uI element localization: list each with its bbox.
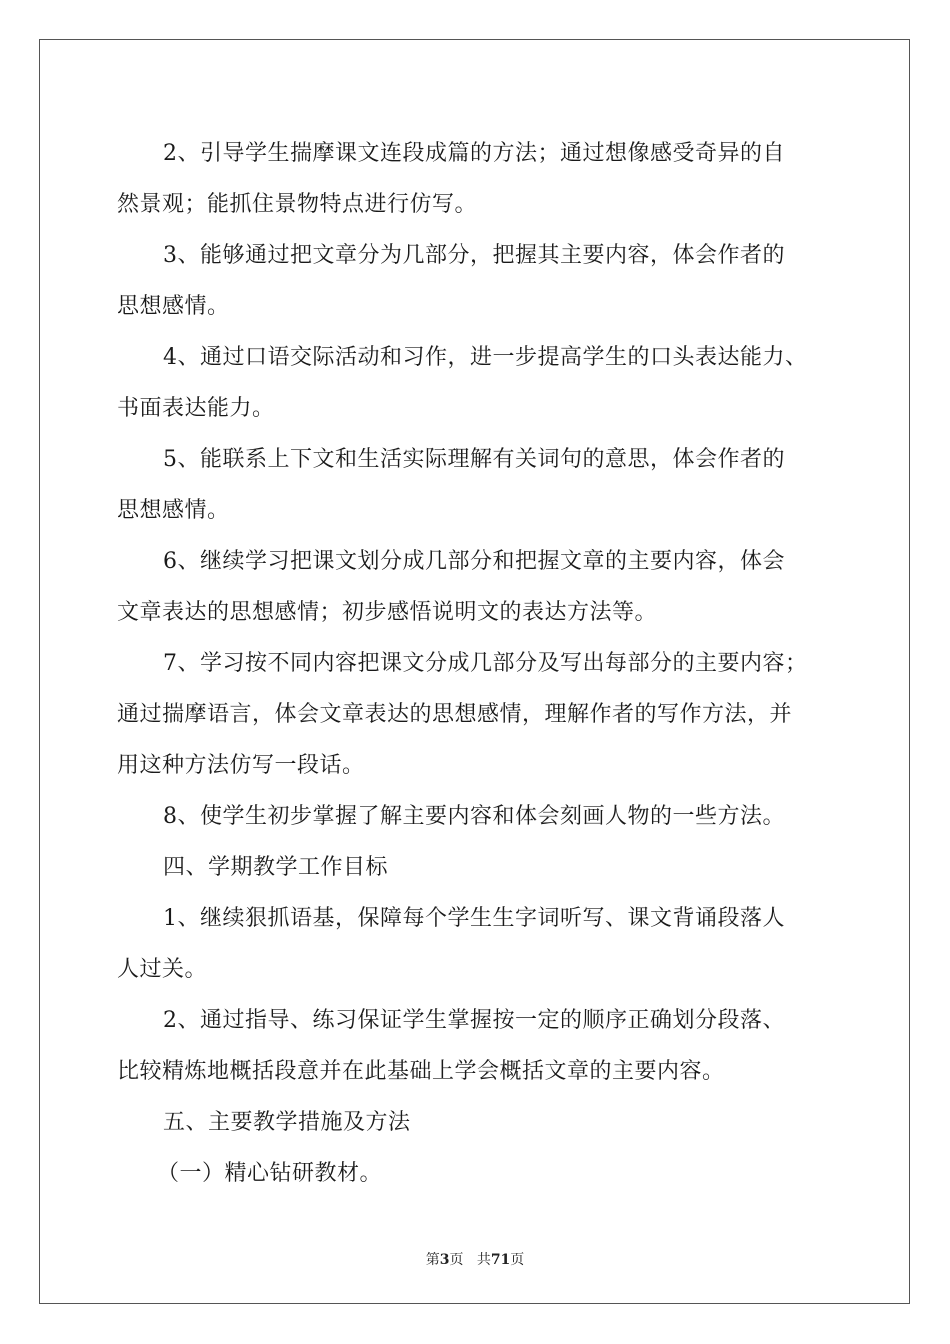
- section-heading: 五、主要教学措施及方法: [163, 1110, 411, 1135]
- total-pages: 71: [490, 1252, 511, 1268]
- subsection-heading: （一）精心钻研教材。: [157, 1161, 383, 1186]
- section-heading: 四、学期教学工作目标: [163, 855, 389, 880]
- paragraph-line: 5、能联系上下文和生活实际理解有关词句的意思，体会作者的: [163, 447, 785, 472]
- paragraph-line: 8、使学生初步掌握了解主要内容和体会刻画人物的一些方法。: [163, 804, 785, 829]
- paragraph-line: 比较精炼地概括段意并在此基础上学会概括文章的主要内容。: [117, 1059, 725, 1084]
- total-label-suffix: 页: [510, 1252, 525, 1268]
- paragraph-line: 然景观；能抓住景物特点进行仿写。: [117, 192, 478, 217]
- document-body: [117, 128, 837, 1199]
- paragraph-line: 2、通过指导、练习保证学生掌握按一定的顺序正确划分段落、: [163, 1008, 785, 1033]
- paragraph-line: 思想感情。: [117, 498, 230, 523]
- paragraph-line: 思想感情。: [117, 294, 230, 319]
- paragraph-line: 4、通过口语交际活动和习作，进一步提高学生的口头表达能力、: [163, 345, 808, 370]
- paragraph-line: 6、继续学习把课文划分成几部分和把握文章的主要内容，体会: [163, 549, 785, 574]
- total-label-prefix: 共: [476, 1252, 491, 1268]
- page-footer: [0, 1249, 950, 1269]
- paragraph-line: 2、引导学生揣摩课文连段成篇的方法；通过想像感受奇异的自: [163, 141, 785, 166]
- paragraph-line: 1、继续狠抓语基，保障每个学生生字词听写、课文背诵段落人: [163, 906, 785, 931]
- page-label-prefix: 第: [425, 1252, 440, 1268]
- paragraph-line: 文章表达的思想感情；初步感悟说明文的表达方法等。: [117, 600, 658, 625]
- page-number: 3: [439, 1252, 450, 1268]
- paragraph-line: 3、能够通过把文章分为几部分，把握其主要内容，体会作者的: [163, 243, 785, 268]
- paragraph-line: 7、学习按不同内容把课文分成几部分及写出每部分的主要内容；: [163, 651, 808, 676]
- paragraph-line: 人过关。: [117, 957, 208, 982]
- page-label-suffix: 页: [449, 1252, 464, 1268]
- paragraph-line: 通过揣摩语言，体会文章表达的思想感情，理解作者的写作方法，并: [117, 702, 793, 727]
- paragraph-line: 用这种方法仿写一段话。: [117, 753, 365, 778]
- paragraph-line: 书面表达能力。: [117, 396, 275, 421]
